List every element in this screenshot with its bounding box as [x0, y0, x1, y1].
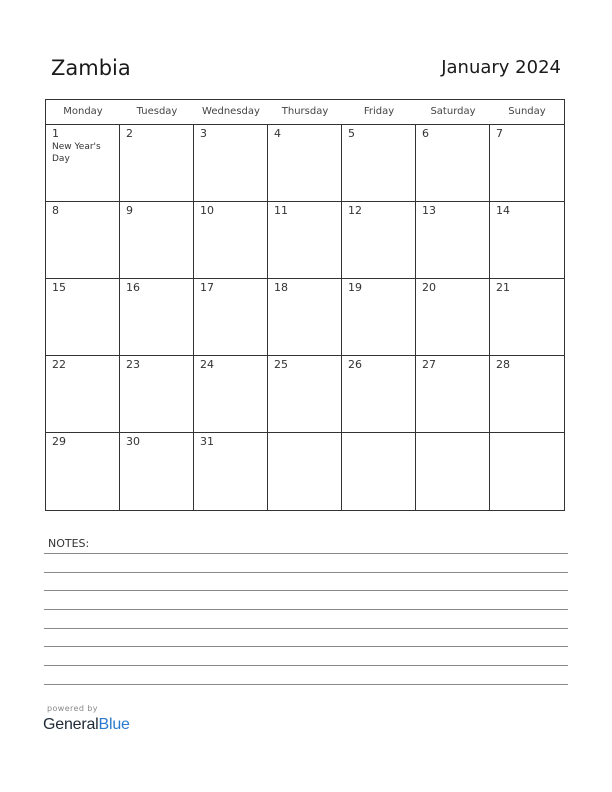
day-cell: [416, 433, 490, 510]
month-year-title: January 2024: [441, 57, 561, 78]
day-cell: [416, 279, 490, 356]
day-cell: [194, 279, 268, 356]
notes-line: [44, 572, 568, 573]
weekday-label: Sunday: [508, 106, 546, 117]
day-cell: [46, 279, 120, 356]
brand-name-part2: Blue: [98, 716, 130, 733]
day-number: 6: [422, 127, 429, 140]
day-number: 11: [274, 204, 288, 217]
day-number: 22: [52, 358, 66, 371]
day-cell: [120, 279, 194, 356]
weekday-label: Friday: [363, 106, 395, 117]
day-cell: [120, 202, 194, 279]
day-cell: [490, 433, 564, 510]
day-cell: [194, 433, 268, 510]
day-number: 8: [52, 204, 59, 217]
day-number: 2: [126, 127, 133, 140]
day-number: 27: [422, 358, 436, 371]
day-number: 19: [348, 281, 362, 294]
weekday-label: Saturday: [430, 106, 476, 117]
day-cell: [120, 356, 194, 433]
notes-line: [44, 553, 568, 554]
weekday-header: [46, 100, 564, 125]
day-number: 16: [126, 281, 140, 294]
weekday-label: Tuesday: [136, 106, 178, 117]
notes-line: [44, 665, 568, 666]
day-number: 20: [422, 281, 436, 294]
weekday-label: Thursday: [281, 106, 329, 117]
day-cell: [268, 125, 342, 202]
day-cell: [268, 202, 342, 279]
brand-name-part1: General: [43, 716, 99, 733]
day-cell: [490, 125, 564, 202]
day-cell: [46, 202, 120, 279]
day-number: 17: [200, 281, 214, 294]
day-cell: [416, 202, 490, 279]
day-number: 23: [126, 358, 140, 371]
generalblue-logo[interactable]: [43, 716, 130, 734]
notes-line: [44, 590, 568, 591]
day-number: 9: [126, 204, 133, 217]
day-cell: [46, 356, 120, 433]
country-title: Zambia: [51, 56, 131, 80]
day-number: 1: [52, 127, 59, 140]
day-number: 24: [200, 358, 214, 371]
day-number: 14: [496, 204, 510, 217]
day-number: 5: [348, 127, 355, 140]
day-cell: [342, 279, 416, 356]
day-number: 7: [496, 127, 503, 140]
notes-line: [44, 628, 568, 629]
day-cell: [268, 356, 342, 433]
notes-label: NOTES:: [48, 537, 90, 550]
day-number: 10: [200, 204, 214, 217]
day-number: 30: [126, 435, 140, 448]
day-cell: [46, 433, 120, 510]
day-cell: [490, 202, 564, 279]
day-number: 29: [52, 435, 66, 448]
day-cell: [120, 433, 194, 510]
notes-line: [44, 609, 568, 610]
day-number: 3: [200, 127, 207, 140]
day-cell: [194, 125, 268, 202]
notes-line: [44, 646, 568, 647]
day-number: 28: [496, 358, 510, 371]
day-cell: [342, 125, 416, 202]
day-number: 26: [348, 358, 362, 371]
weekday-label: Wednesday: [202, 106, 260, 117]
day-cell: [342, 202, 416, 279]
calendar-body: [46, 125, 564, 510]
day-cell: [342, 356, 416, 433]
day-number: 18: [274, 281, 288, 294]
day-cell: [490, 279, 564, 356]
day-cell: [194, 202, 268, 279]
day-number: 4: [274, 127, 281, 140]
day-cell: [46, 125, 120, 202]
day-cell: [268, 279, 342, 356]
day-cell: [490, 356, 564, 433]
weekday-label: Monday: [63, 106, 103, 117]
day-cell: [342, 433, 416, 510]
day-cell: [120, 125, 194, 202]
holiday-label: New Year's Day: [52, 142, 101, 164]
calendar-grid: [45, 99, 565, 511]
day-cell: [194, 356, 268, 433]
day-cell: [416, 125, 490, 202]
day-number: 21: [496, 281, 510, 294]
day-number: 13: [422, 204, 436, 217]
powered-by-text: powered by: [47, 704, 98, 713]
notes-line: [44, 684, 568, 685]
day-number: 15: [52, 281, 66, 294]
day-number: 12: [348, 204, 362, 217]
day-number: 31: [200, 435, 214, 448]
day-number: 25: [274, 358, 288, 371]
day-cell: [268, 433, 342, 510]
day-cell: [416, 356, 490, 433]
